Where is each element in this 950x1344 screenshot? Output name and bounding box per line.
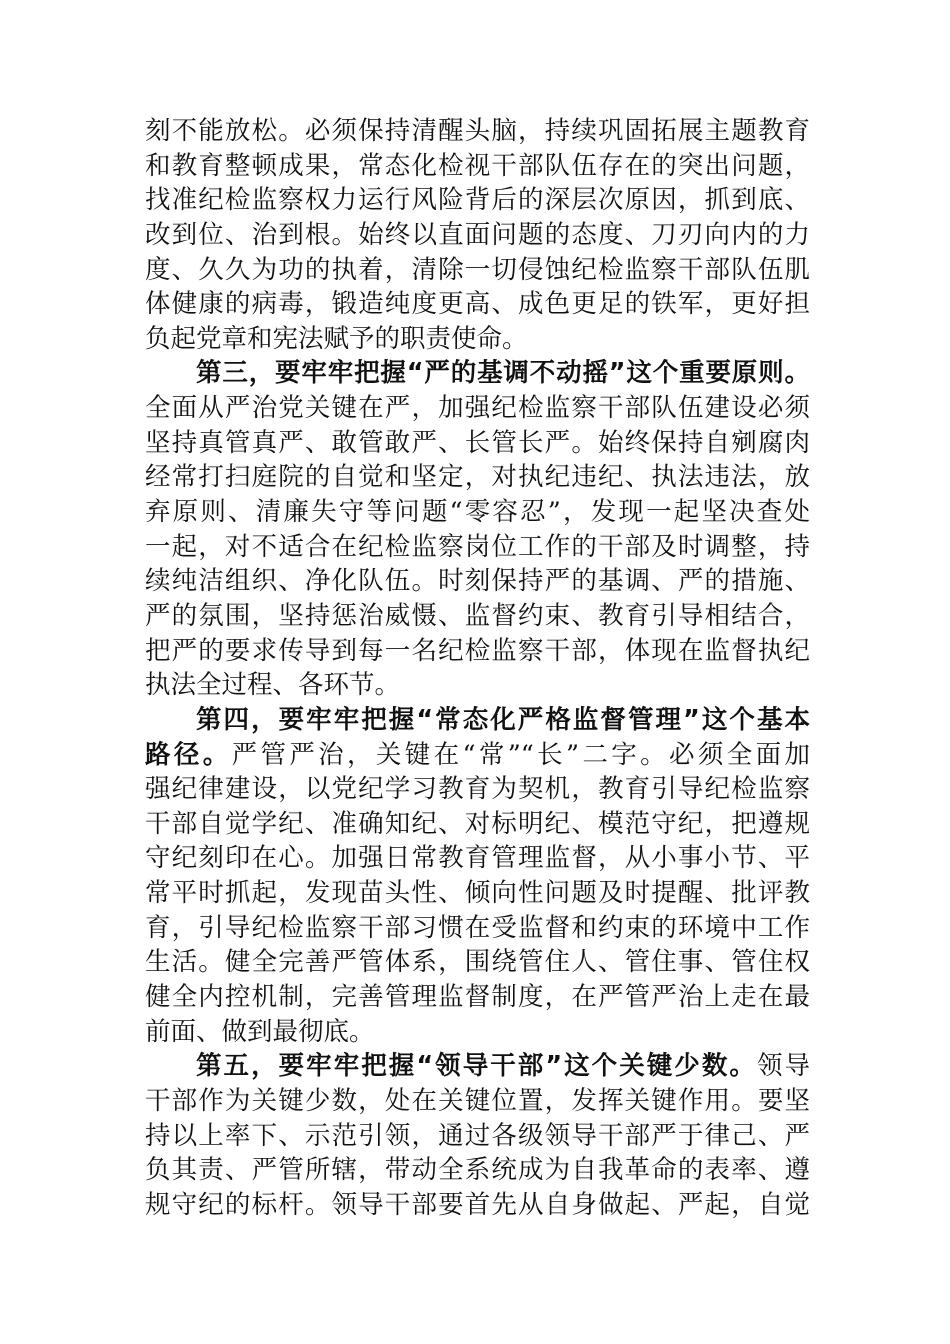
text-line (145, 530, 810, 565)
section-heading: 路径。 (145, 739, 232, 770)
text-line (145, 218, 810, 253)
body-text: 常平时抓起，发现苗头性、倾向性问题及时提醒、批评教 (145, 878, 810, 909)
body-text: 度、久久为功的执着，清除一切侵蚀纪检监察干部队伍肌 (145, 254, 810, 285)
body-text: 坚持真管真严、敢管敢严、长管长严。始终保持自剜腐肉 (145, 427, 810, 458)
body-text: 改到位、治到根。始终以直面问题的态度、刀刃向内的力 (145, 219, 810, 250)
text-line (145, 1015, 810, 1050)
text-line (145, 114, 810, 149)
body-text: 续纯洁组织、净化队伍。时刻保持严的基调、严的措施、 (145, 566, 810, 597)
body-text: 找准纪检监察权力运行风险背后的深层次原因，抓到底、 (145, 185, 810, 216)
text-line (145, 703, 810, 738)
text-line (145, 1049, 810, 1084)
text-line (145, 426, 810, 461)
body-text: 体健康的病毒，锻造纯度更高、成色更足的铁军，更好担 (145, 289, 810, 320)
text-line (145, 876, 810, 911)
body-text: 全面从严治党关键在严，加强纪检监察干部队伍建设必须 (145, 393, 810, 424)
body-text: 一起，对不适合在纪检监察岗位工作的干部及时调整，持 (145, 531, 810, 562)
body-text: 健全内控机制，完善管理监督制度，在严管严治上走在最 (145, 982, 810, 1013)
text-line (145, 1188, 810, 1223)
document-body (145, 114, 810, 1223)
body-text: 生活。健全完善严管体系，围绕管住人、管住事、管住权 (145, 947, 810, 978)
section-heading: 第三，要牢牢把握“严的基调不动摇”这个重要原则。 (196, 358, 810, 389)
text-line (145, 738, 810, 773)
text-line (145, 668, 810, 703)
body-text: 执法全过程、各环节。 (145, 670, 401, 701)
text-line (145, 1119, 810, 1154)
text-line (145, 634, 810, 669)
text-line (145, 1153, 810, 1188)
text-line (145, 495, 810, 530)
body-text: 刻不能放松。必须保持清醒头脑，持续巩固拓展主题教育 (145, 116, 810, 146)
body-text: 规守纪的标杆。领导干部要首先从自身做起、严起，自觉 (145, 1189, 810, 1220)
text-line (145, 945, 810, 980)
body-text: 干部作为关键少数，处在关键位置，发挥关键作用。要坚 (145, 1085, 810, 1116)
text-line (145, 911, 810, 946)
body-text: 严的氛围，坚持惩治威慑、监督约束、教育引导相结合， (145, 600, 810, 631)
text-line (145, 841, 810, 876)
body-text: 干部自觉学纪、准确知纪、对标明纪、模范守纪，把遵规 (145, 808, 810, 839)
text-line (145, 980, 810, 1015)
body-text: 和教育整顿成果，常态化检视干部队伍存在的突出问题， (145, 150, 810, 181)
body-text: 弃原则、清廉失守等问题“零容忍”，发现一起坚决查处 (145, 497, 810, 528)
section-heading: 第五，要牢牢把握“领导干部”这个关键少数。 (196, 1051, 757, 1082)
body-text: 领导 (756, 1051, 810, 1082)
body-text: 负其责、严管所辖，带动全系统成为自我革命的表率、遵 (145, 1155, 810, 1186)
text-line (145, 772, 810, 807)
section-heading: 第四，要牢牢把握“常态化严格监督管理”这个基本 (196, 704, 810, 735)
body-text: 负起党章和宪法赋予的职责使命。 (145, 323, 528, 354)
text-line (145, 564, 810, 599)
text-line (145, 356, 810, 391)
text-line (145, 183, 810, 218)
body-text: 育，引导纪检监察干部习惯在受监督和约束的环境中工作 (145, 912, 810, 943)
body-text: 把严的要求传导到每一名纪检监察干部，体现在监督执纪 (145, 635, 810, 666)
text-line (145, 287, 810, 322)
body-text: 经常打扫庭院的自觉和坚定，对执纪违纪、执法违法，放 (145, 462, 810, 493)
text-line (145, 599, 810, 634)
text-line (145, 149, 810, 184)
body-text: 强纪律建设，以党纪学习教育为契机，教育引导纪检监察 (145, 774, 810, 805)
text-line (145, 460, 810, 495)
body-text: 严管严治，关键在“常”“长”二字。必须全面加 (231, 739, 810, 770)
document-page (145, 114, 810, 1223)
text-line (145, 391, 810, 426)
body-text: 前面、做到最彻底。 (145, 1016, 375, 1047)
text-line (145, 807, 810, 842)
body-text: 持以上率下、示范引领，通过各级领导干部严于律己、严 (145, 1120, 810, 1151)
text-line (145, 322, 810, 357)
body-text: 守纪刻印在心。加强日常教育管理监督，从小事小节、平 (145, 843, 810, 874)
text-line (145, 253, 810, 288)
text-line (145, 1084, 810, 1119)
